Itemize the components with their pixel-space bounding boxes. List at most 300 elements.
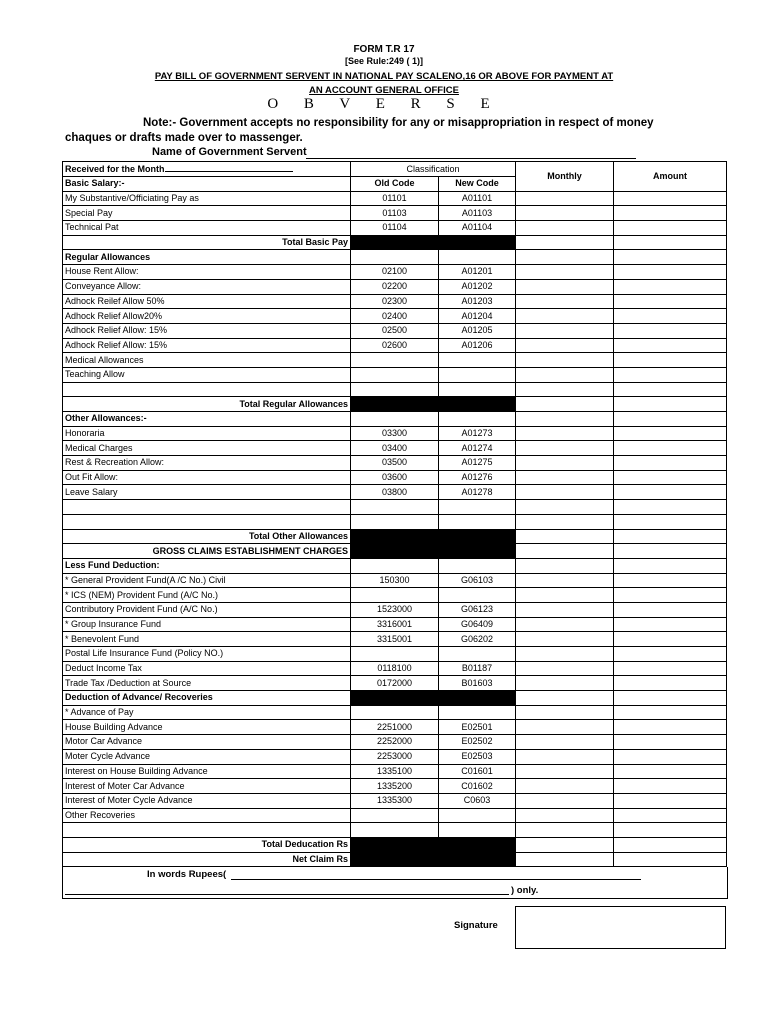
row-label: * Advance of Pay bbox=[63, 705, 351, 720]
classification-header: Classification bbox=[351, 162, 516, 177]
new-code-cell bbox=[439, 382, 516, 397]
row-label: Out Fit Allow: bbox=[63, 470, 351, 485]
amount-cell[interactable] bbox=[614, 691, 727, 706]
amount-cell[interactable] bbox=[614, 647, 727, 662]
monthly-cell[interactable] bbox=[516, 764, 614, 779]
new-code-cell bbox=[439, 367, 516, 382]
amount-cell[interactable] bbox=[614, 470, 727, 485]
row-label: Honoraria bbox=[63, 426, 351, 441]
monthly-cell[interactable] bbox=[516, 558, 614, 573]
code-blackout-cell bbox=[351, 544, 516, 559]
old-code-cell bbox=[351, 647, 439, 662]
monthly-cell[interactable] bbox=[516, 470, 614, 485]
old-code-cell bbox=[351, 588, 439, 603]
amount-cell[interactable] bbox=[614, 485, 727, 500]
monthly-cell[interactable] bbox=[516, 705, 614, 720]
new-code-cell bbox=[439, 412, 516, 427]
amount-cell[interactable] bbox=[614, 676, 727, 691]
new-code-cell: E02502 bbox=[439, 735, 516, 750]
old-code-cell: 02100 bbox=[351, 265, 439, 280]
table-row bbox=[63, 294, 727, 309]
monthly-cell[interactable] bbox=[516, 412, 614, 427]
old-code-cell: 02600 bbox=[351, 338, 439, 353]
amount-cell[interactable] bbox=[614, 852, 727, 867]
amount-header: Amount bbox=[614, 162, 727, 192]
code-blackout-cell bbox=[351, 852, 516, 867]
table-row bbox=[63, 705, 727, 720]
old-code-cell: 150300 bbox=[351, 573, 439, 588]
amount-cell[interactable] bbox=[614, 808, 727, 823]
row-label: * General Provident Fund(A /C No.) Civil bbox=[63, 573, 351, 588]
table-row bbox=[63, 353, 727, 368]
signature-label: Signature bbox=[454, 920, 498, 931]
amount-cell[interactable] bbox=[614, 412, 727, 427]
new-code-cell: G06103 bbox=[439, 573, 516, 588]
new-code-cell: A01205 bbox=[439, 323, 516, 338]
amount-cell[interactable] bbox=[614, 617, 727, 632]
new-code-cell: C0603 bbox=[439, 793, 516, 808]
old-code-cell: 03800 bbox=[351, 485, 439, 500]
code-blackout-cell bbox=[351, 837, 516, 852]
monthly-header: Monthly bbox=[516, 162, 614, 192]
amount-cell[interactable] bbox=[614, 573, 727, 588]
new-code-cell: A01274 bbox=[439, 441, 516, 456]
pay-bill-table bbox=[62, 161, 727, 867]
in-words-continuation-field[interactable] bbox=[65, 894, 509, 895]
row-label: House Building Advance bbox=[63, 720, 351, 735]
table-row bbox=[63, 279, 727, 294]
amount-cell[interactable] bbox=[614, 250, 727, 265]
monthly-cell[interactable] bbox=[516, 720, 614, 735]
new-code-cell: C01601 bbox=[439, 764, 516, 779]
amount-cell[interactable] bbox=[614, 602, 727, 617]
row-label: Leave Salary bbox=[63, 485, 351, 500]
monthly-cell[interactable] bbox=[516, 221, 614, 236]
table-row bbox=[63, 779, 727, 794]
row-label: Special Pay bbox=[63, 206, 351, 221]
old-code-cell bbox=[351, 412, 439, 427]
table-row bbox=[63, 823, 727, 838]
table-row bbox=[63, 558, 727, 573]
old-code-cell: 2252000 bbox=[351, 735, 439, 750]
monthly-cell[interactable] bbox=[516, 191, 614, 206]
new-code-cell: A01202 bbox=[439, 279, 516, 294]
old-code-cell: 3316001 bbox=[351, 617, 439, 632]
row-label: Other Recoveries bbox=[63, 808, 351, 823]
new-code-cell: A01104 bbox=[439, 221, 516, 236]
row-label: Conveyance Allow: bbox=[63, 279, 351, 294]
monthly-cell[interactable] bbox=[516, 808, 614, 823]
old-code-cell bbox=[351, 823, 439, 838]
row-label: * Group Insurance Fund bbox=[63, 617, 351, 632]
row-label: Total Regular Allowances bbox=[63, 397, 351, 412]
table-row bbox=[63, 426, 727, 441]
obverse-heading: O B V E R S E bbox=[267, 96, 501, 112]
amount-cell[interactable] bbox=[614, 764, 727, 779]
amount-cell[interactable] bbox=[614, 323, 727, 338]
amount-cell[interactable] bbox=[614, 529, 727, 544]
amount-cell[interactable] bbox=[614, 353, 727, 368]
amount-cell[interactable] bbox=[614, 235, 727, 250]
monthly-cell[interactable] bbox=[516, 602, 614, 617]
old-code-cell bbox=[351, 808, 439, 823]
amount-cell[interactable] bbox=[614, 823, 727, 838]
monthly-cell[interactable] bbox=[516, 500, 614, 515]
old-code-cell: 2253000 bbox=[351, 749, 439, 764]
amount-cell[interactable] bbox=[614, 221, 727, 236]
row-label: Total Other Allowances bbox=[63, 529, 351, 544]
old-code-cell: 1523000 bbox=[351, 602, 439, 617]
amount-cell[interactable] bbox=[614, 735, 727, 750]
amount-cell[interactable] bbox=[614, 456, 727, 471]
monthly-cell[interactable] bbox=[516, 514, 614, 529]
table-row bbox=[63, 382, 727, 397]
amount-cell[interactable] bbox=[614, 206, 727, 221]
row-label: My Substantive/Officiating Pay as bbox=[63, 191, 351, 206]
old-code-cell bbox=[351, 705, 439, 720]
monthly-cell[interactable] bbox=[516, 529, 614, 544]
row-label: Interest of Moter Cycle Advance bbox=[63, 793, 351, 808]
new-code-cell: E02503 bbox=[439, 749, 516, 764]
old-code-cell: 03300 bbox=[351, 426, 439, 441]
new-code-cell: C01602 bbox=[439, 779, 516, 794]
new-code-cell: G06202 bbox=[439, 632, 516, 647]
new-code-cell bbox=[439, 588, 516, 603]
row-label: Deduction of Advance/ Recoveries bbox=[63, 691, 351, 706]
row-label: * ICS (NEM) Provident Fund (A/C No.) bbox=[63, 588, 351, 603]
table-row bbox=[63, 735, 727, 750]
old-code-cell: 02400 bbox=[351, 309, 439, 324]
row-label: Trade Tax /Deduction at Source bbox=[63, 676, 351, 691]
new-code-cell: A01278 bbox=[439, 485, 516, 500]
table-row bbox=[63, 191, 727, 206]
new-code-header: New Code bbox=[439, 177, 516, 192]
row-label: Medical Charges bbox=[63, 441, 351, 456]
row-label: House Rent Allow: bbox=[63, 265, 351, 280]
old-code-cell: 03500 bbox=[351, 456, 439, 471]
amount-cell[interactable] bbox=[614, 514, 727, 529]
row-label: Net Claim Rs bbox=[63, 852, 351, 867]
monthly-cell[interactable] bbox=[516, 456, 614, 471]
old-code-cell: 02300 bbox=[351, 294, 439, 309]
monthly-cell[interactable] bbox=[516, 485, 614, 500]
monthly-cell[interactable] bbox=[516, 837, 614, 852]
old-code-cell: 01101 bbox=[351, 191, 439, 206]
monthly-cell[interactable] bbox=[516, 573, 614, 588]
in-words-row bbox=[62, 867, 728, 882]
amount-cell[interactable] bbox=[614, 544, 727, 559]
new-code-cell: G06409 bbox=[439, 617, 516, 632]
amount-cell[interactable] bbox=[614, 558, 727, 573]
amount-cell[interactable] bbox=[614, 338, 727, 353]
amount-cell[interactable] bbox=[614, 441, 727, 456]
old-code-cell bbox=[351, 250, 439, 265]
table-row bbox=[63, 617, 727, 632]
received-for-month-cell[interactable] bbox=[63, 162, 351, 177]
old-code-cell: 1335100 bbox=[351, 764, 439, 779]
name-field[interactable] bbox=[306, 158, 636, 159]
new-code-cell bbox=[439, 353, 516, 368]
monthly-cell[interactable] bbox=[516, 367, 614, 382]
row-label bbox=[63, 514, 351, 529]
new-code-cell bbox=[439, 705, 516, 720]
table-row bbox=[63, 221, 727, 236]
table-row bbox=[63, 632, 727, 647]
new-code-cell bbox=[439, 558, 516, 573]
table-row bbox=[63, 206, 727, 221]
pay-bill-title-line2 bbox=[0, 85, 768, 96]
monthly-cell[interactable] bbox=[516, 779, 614, 794]
amount-cell[interactable] bbox=[614, 279, 727, 294]
table-row bbox=[63, 573, 727, 588]
amount-cell[interactable] bbox=[614, 661, 727, 676]
table-row bbox=[63, 309, 727, 324]
new-code-cell: B01187 bbox=[439, 661, 516, 676]
pay-bill-title-line1 bbox=[0, 71, 768, 82]
monthly-cell[interactable] bbox=[516, 661, 614, 676]
monthly-cell[interactable] bbox=[516, 338, 614, 353]
table-row bbox=[63, 397, 727, 412]
row-label: GROSS CLAIMS ESTABLISHMENT CHARGES bbox=[63, 544, 351, 559]
old-code-header: Old Code bbox=[351, 177, 439, 192]
row-label bbox=[63, 500, 351, 515]
old-code-cell bbox=[351, 367, 439, 382]
amount-cell[interactable] bbox=[614, 367, 727, 382]
note bbox=[65, 116, 665, 146]
row-label: Other Allowances:- bbox=[63, 412, 351, 427]
monthly-cell[interactable] bbox=[516, 676, 614, 691]
row-label: Rest & Recreation Allow: bbox=[63, 456, 351, 471]
new-code-cell bbox=[439, 250, 516, 265]
monthly-cell[interactable] bbox=[516, 441, 614, 456]
row-label: Adhock Reilef Allow 50% bbox=[63, 294, 351, 309]
row-label: Interest on House Building Advance bbox=[63, 764, 351, 779]
received-month-field[interactable] bbox=[165, 162, 293, 172]
pay-bill-title-line2-text: AN ACCOUNT GENERAL OFFICE bbox=[309, 85, 459, 96]
new-code-cell: A01201 bbox=[439, 265, 516, 280]
old-code-cell bbox=[351, 382, 439, 397]
table-row bbox=[63, 441, 727, 456]
row-label: Medical Allowances bbox=[63, 353, 351, 368]
form-title: FORM T.R 17 bbox=[353, 44, 415, 55]
old-code-cell: 01104 bbox=[351, 221, 439, 236]
monthly-cell[interactable] bbox=[516, 588, 614, 603]
row-label: Adhock Relief Allow: 15% bbox=[63, 338, 351, 353]
row-label: * Benevolent Fund bbox=[63, 632, 351, 647]
received-for-month-label: Received for the Month bbox=[65, 164, 165, 174]
row-label: Total Basic Pay bbox=[63, 235, 351, 250]
row-label: Deduct Income Tax bbox=[63, 661, 351, 676]
new-code-cell: B01603 bbox=[439, 676, 516, 691]
monthly-cell[interactable] bbox=[516, 206, 614, 221]
amount-cell[interactable] bbox=[614, 382, 727, 397]
code-blackout-cell bbox=[351, 235, 516, 250]
row-label: Moter Cycle Advance bbox=[63, 749, 351, 764]
new-code-cell: A01103 bbox=[439, 206, 516, 221]
new-code-cell: A01101 bbox=[439, 191, 516, 206]
table-row bbox=[63, 647, 727, 662]
old-code-cell: 03400 bbox=[351, 441, 439, 456]
old-code-cell: 1335200 bbox=[351, 779, 439, 794]
monthly-cell[interactable] bbox=[516, 250, 614, 265]
table-row bbox=[63, 808, 727, 823]
old-code-cell: 1335300 bbox=[351, 793, 439, 808]
amount-cell[interactable] bbox=[614, 793, 727, 808]
old-code-cell bbox=[351, 558, 439, 573]
table-row bbox=[63, 749, 727, 764]
table-row bbox=[63, 588, 727, 603]
old-code-cell: 02500 bbox=[351, 323, 439, 338]
table-row bbox=[63, 764, 727, 779]
old-code-cell: 0118100 bbox=[351, 661, 439, 676]
new-code-cell bbox=[439, 500, 516, 515]
basic-salary-label: Basic Salary:- bbox=[63, 177, 351, 192]
monthly-cell[interactable] bbox=[516, 823, 614, 838]
table-row bbox=[63, 235, 727, 250]
new-code-cell bbox=[439, 647, 516, 662]
in-words-field[interactable] bbox=[231, 879, 641, 880]
new-code-cell bbox=[439, 808, 516, 823]
old-code-cell: 02200 bbox=[351, 279, 439, 294]
row-label: Contributory Provident Fund (A/C No.) bbox=[63, 602, 351, 617]
monthly-cell[interactable] bbox=[516, 426, 614, 441]
row-label: Teaching Allow bbox=[63, 367, 351, 382]
amount-cell[interactable] bbox=[614, 294, 727, 309]
monthly-cell[interactable] bbox=[516, 544, 614, 559]
new-code-cell: G06123 bbox=[439, 602, 516, 617]
row-label: Adhock Relief Allow: 15% bbox=[63, 323, 351, 338]
row-label bbox=[63, 382, 351, 397]
table-row bbox=[63, 250, 727, 265]
amount-cell[interactable] bbox=[614, 397, 727, 412]
monthly-cell[interactable] bbox=[516, 279, 614, 294]
row-label: Adhock Relief Allow20% bbox=[63, 309, 351, 324]
signature-box[interactable] bbox=[515, 906, 726, 949]
row-label: Regular Allowances bbox=[63, 250, 351, 265]
only-row bbox=[62, 882, 728, 899]
monthly-cell[interactable] bbox=[516, 265, 614, 280]
monthly-cell[interactable] bbox=[516, 235, 614, 250]
old-code-cell: 03600 bbox=[351, 470, 439, 485]
new-code-cell: A01275 bbox=[439, 456, 516, 471]
row-label: Motor Car Advance bbox=[63, 735, 351, 750]
table-row bbox=[63, 265, 727, 280]
amount-cell[interactable] bbox=[614, 309, 727, 324]
amount-cell[interactable] bbox=[614, 632, 727, 647]
table-row bbox=[63, 720, 727, 735]
monthly-cell[interactable] bbox=[516, 382, 614, 397]
table-row bbox=[63, 367, 727, 382]
table-row bbox=[63, 661, 727, 676]
monthly-cell[interactable] bbox=[516, 617, 614, 632]
in-words-label: In words Rupees( bbox=[147, 869, 227, 880]
code-blackout-cell bbox=[351, 397, 516, 412]
old-code-cell: 01103 bbox=[351, 206, 439, 221]
new-code-cell: E02501 bbox=[439, 720, 516, 735]
monthly-cell[interactable] bbox=[516, 397, 614, 412]
table-row bbox=[63, 602, 727, 617]
old-code-cell bbox=[351, 514, 439, 529]
amount-cell[interactable] bbox=[614, 749, 727, 764]
table-row bbox=[63, 338, 727, 353]
old-code-cell: 2251000 bbox=[351, 720, 439, 735]
table-row bbox=[63, 485, 727, 500]
new-code-cell: A01203 bbox=[439, 294, 516, 309]
monthly-cell[interactable] bbox=[516, 793, 614, 808]
amount-cell[interactable] bbox=[614, 779, 727, 794]
monthly-cell[interactable] bbox=[516, 749, 614, 764]
row-label: Less Fund Deduction: bbox=[63, 558, 351, 573]
row-label: Interest of Moter Car Advance bbox=[63, 779, 351, 794]
new-code-cell: A01204 bbox=[439, 309, 516, 324]
table-row bbox=[63, 470, 727, 485]
amount-cell[interactable] bbox=[614, 265, 727, 280]
note-line1: Note:- Government accepts no responsibility for any or misappropriation in respect of money bbox=[143, 117, 654, 129]
new-code-cell bbox=[439, 514, 516, 529]
old-code-cell bbox=[351, 353, 439, 368]
row-label: Postal Life Insurance Fund (Policy NO.) bbox=[63, 647, 351, 662]
monthly-cell[interactable] bbox=[516, 632, 614, 647]
table-row bbox=[63, 544, 727, 559]
row-label: Total Deducation Rs bbox=[63, 837, 351, 852]
table-row bbox=[63, 456, 727, 471]
amount-cell[interactable] bbox=[614, 426, 727, 441]
old-code-cell: 0172000 bbox=[351, 676, 439, 691]
table-row bbox=[63, 691, 727, 706]
monthly-cell[interactable] bbox=[516, 309, 614, 324]
amount-cell[interactable] bbox=[614, 705, 727, 720]
new-code-cell bbox=[439, 823, 516, 838]
table-row bbox=[63, 676, 727, 691]
monthly-cell[interactable] bbox=[516, 691, 614, 706]
note-line2: chaques or drafts made over to massenger. bbox=[65, 132, 303, 144]
name-of-government-servent-label: Name of Government Servent bbox=[152, 146, 307, 158]
table-row bbox=[63, 793, 727, 808]
monthly-cell[interactable] bbox=[516, 294, 614, 309]
table-header-row bbox=[63, 162, 727, 177]
monthly-cell[interactable] bbox=[516, 647, 614, 662]
table-row bbox=[63, 412, 727, 427]
old-code-cell: 3315001 bbox=[351, 632, 439, 647]
code-blackout-cell bbox=[351, 529, 516, 544]
table-row bbox=[63, 529, 727, 544]
table-row bbox=[63, 514, 727, 529]
amount-cell[interactable] bbox=[614, 837, 727, 852]
amount-cell[interactable] bbox=[614, 500, 727, 515]
amount-cell[interactable] bbox=[614, 588, 727, 603]
only-label: ) only. bbox=[511, 885, 539, 896]
monthly-cell[interactable] bbox=[516, 852, 614, 867]
row-label bbox=[63, 823, 351, 838]
table-row bbox=[63, 852, 727, 867]
see-rule: [See Rule:249 ( 1)] bbox=[344, 56, 424, 66]
amount-cell[interactable] bbox=[614, 720, 727, 735]
amount-cell[interactable] bbox=[614, 191, 727, 206]
table-row bbox=[63, 500, 727, 515]
new-code-cell: A01206 bbox=[439, 338, 516, 353]
old-code-cell bbox=[351, 500, 439, 515]
row-label: Technical Pat bbox=[63, 221, 351, 236]
table-row bbox=[63, 837, 727, 852]
new-code-cell: A01273 bbox=[439, 426, 516, 441]
monthly-cell[interactable] bbox=[516, 353, 614, 368]
monthly-cell[interactable] bbox=[516, 323, 614, 338]
new-code-cell: A01276 bbox=[439, 470, 516, 485]
pay-bill-title-line1-text: PAY BILL OF GOVERNMENT SERVENT IN NATIONAL PAY SCALENO,16 OR ABOVE FOR PAYMENT AT bbox=[154, 71, 614, 82]
table-row bbox=[63, 323, 727, 338]
code-blackout-cell bbox=[351, 691, 516, 706]
monthly-cell[interactable] bbox=[516, 735, 614, 750]
